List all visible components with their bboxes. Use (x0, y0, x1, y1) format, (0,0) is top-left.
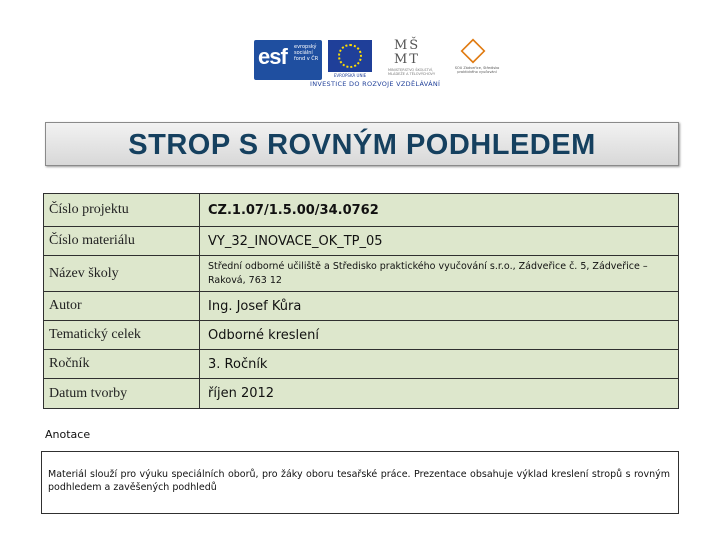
table-row (44, 379, 679, 409)
page-title: STROP S ROVNÝM PODHLEDEM (128, 129, 596, 161)
table-row (44, 350, 679, 379)
table-row (44, 321, 679, 350)
msmt-logo-line2: MT (394, 52, 420, 67)
row-label: Název školy (44, 256, 200, 292)
row-label: Číslo projektu (44, 194, 200, 227)
row-label: Ročník (44, 350, 200, 379)
anotace-text: Materiál slouží pro výuku speciálních oborů, pro žáky oboru tesařské práce. Prezentace obsahuje výklad kreslení stropů s rovným podhledem a zavěšených podhledů (48, 469, 670, 493)
title-box (45, 122, 679, 166)
esf-logo (254, 40, 322, 80)
school-diamond-icon (461, 39, 486, 64)
info-table (43, 193, 679, 409)
row-label: Autor (44, 292, 200, 321)
row-value: Odborné kreslení (200, 321, 679, 350)
row-value: Střední odborné učiliště a Středisko praktického vyučování s.r.o., Zádveřice č. 5, Zádveřice –Raková, 763 12 (200, 256, 679, 292)
anotace-box (41, 451, 679, 514)
msmt-logo-line1: MŠ (394, 38, 421, 53)
row-value: VY_32_INOVACE_OK_TP_05 (200, 227, 679, 256)
msmt-logo (388, 38, 438, 78)
logo-banner (248, 36, 504, 92)
esf-logo-subtext: evropský sociální fond v ČR (294, 44, 319, 62)
invest-tagline: INVESTICE DO ROZVOJE VZDĚLÁVÁNÍ (310, 80, 441, 88)
school-logo (454, 38, 498, 78)
table-row (44, 227, 679, 256)
school-logo-label: SOU Zádveřice, Středisko praktického vyučování (454, 66, 500, 74)
table-row (44, 194, 679, 227)
eu-logo-label: EVROPSKÁ UNIE (333, 73, 367, 78)
row-value: 3. Ročník (200, 350, 679, 379)
eu-stars-icon (338, 44, 362, 68)
row-value: říjen 2012 (200, 379, 679, 409)
row-value: Ing. Josef Kůra (200, 292, 679, 321)
row-label: Datum tvorby (44, 379, 200, 409)
anotace-label: Anotace (45, 428, 91, 441)
table-row (44, 256, 679, 292)
esf-logo-text: esf (258, 44, 287, 69)
msmt-logo-label: MINISTERSTVO ŠKOLSTVÍ, MLÁDEŽE A TĚLOVÝCHOVY (388, 68, 436, 76)
row-value: CZ.1.07/1.5.00/34.0762 (200, 194, 679, 227)
eu-flag-logo (328, 40, 372, 72)
row-label: Číslo materiálu (44, 227, 200, 256)
table-row (44, 292, 679, 321)
row-label: Tematický celek (44, 321, 200, 350)
